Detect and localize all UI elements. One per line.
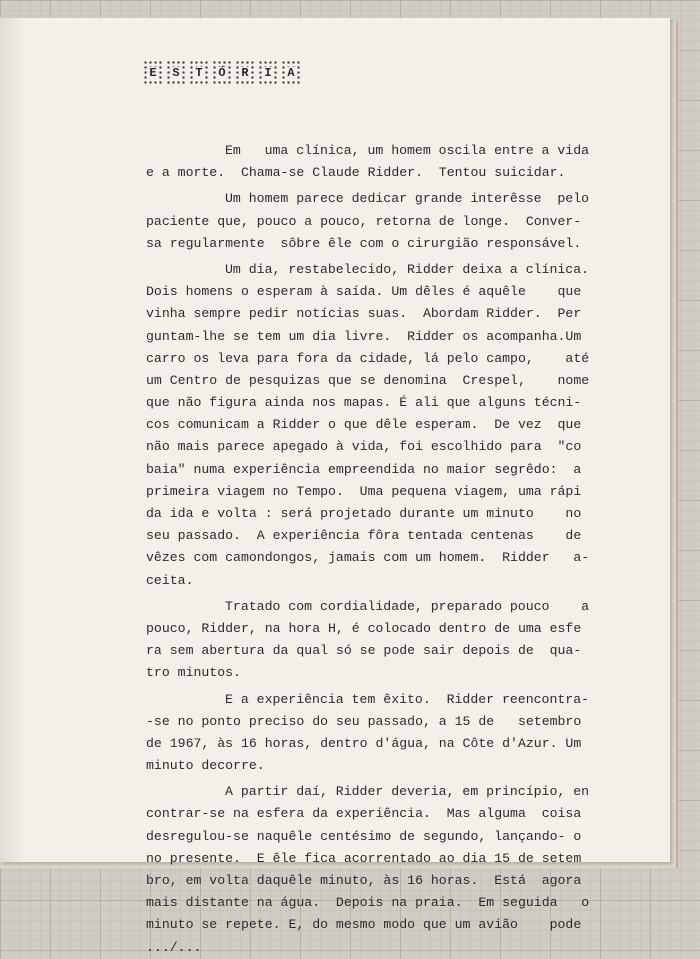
text-line: um Centro de pesquizas que se denomina Crespel, nome <box>146 372 590 388</box>
heading-letter-text: E <box>149 66 157 80</box>
text-line: contrar-se na esfera da experiência. Mas alguma coisa <box>146 806 582 822</box>
text-line: -se no ponto preciso do seu passado, a 15 de setembro <box>146 713 582 729</box>
text-line: sa regularmente sôbre êle com o cirurgião responsável. <box>146 235 582 251</box>
heading-letter <box>143 60 163 86</box>
heading-letter <box>281 60 301 86</box>
text-line: baia" numa experiência empreendida no maior segrêdo: a <box>146 461 582 477</box>
text-line: de 1967, às 16 horas, dentro d'água, na Côte d'Azur. Um <box>146 735 582 751</box>
text-line: tro minutos. <box>146 665 241 681</box>
text-line: Um homem parece dedicar grande interêsse pelo <box>225 191 590 207</box>
text-line: minuto decorre. <box>146 758 265 774</box>
text-line: minuto se repete. E, do mesmo modo que um avião pode <box>146 917 582 933</box>
page-binding-shadow <box>0 18 26 862</box>
text-line: .../... <box>146 939 202 955</box>
text-line: carro os leva para fora da cidade, lá pelo campo, até <box>146 350 590 366</box>
text-line: guntam-lhe se tem um dia livre. Ridder os acompanha.Um <box>146 328 582 344</box>
heading-letter <box>189 60 209 86</box>
text-line: e a morte. Chama-se Claude Ridder. Tentou suicidar. <box>146 165 566 181</box>
heading-letter-text: T <box>195 66 203 80</box>
text-line: Um dia, restabelecido, Ridder deixa a clínica. <box>225 261 590 277</box>
text-line: ceita. <box>146 572 194 588</box>
heading-letter-text: S <box>172 66 180 80</box>
heading-letter <box>212 60 232 86</box>
text-line: no presente. E êle fica acorrentado ao dia 15 de setem <box>146 850 582 866</box>
heading-letter-text: R <box>241 66 249 80</box>
text-line: Em uma clínica, um homem oscila entre a vida <box>225 143 590 158</box>
heading-letter-text: I <box>264 66 272 80</box>
text-line: da ida e volta : será projetado durante um minuto no <box>146 506 582 521</box>
heading-letter-text: Ó <box>218 66 226 80</box>
text-line: que não figura ainda nos mapas. É ali que alguns técni- <box>146 395 582 411</box>
text-line: Tratado com cordialidade, preparado pouco a <box>225 598 590 614</box>
heading-letter <box>166 60 186 86</box>
text-line: Dois homens o esperam à saída. Um dêles é aquêle que <box>146 284 582 300</box>
text-line: ra sem abertura da qual só se pode sair depois de qua- <box>146 643 582 659</box>
text-line: seu passado. A experiência fôra tentada centenas de <box>146 528 582 544</box>
text-line: A partir daí, Ridder deveria, em princípio, en <box>225 784 590 800</box>
text-line: primeira viagem no Tempo. Uma pequena viagem, uma rápi <box>146 483 582 499</box>
heading-letter <box>258 60 278 86</box>
text-line: paciente que, pouco a pouco, retorna de longe. Conver- <box>146 213 582 229</box>
text-line: pouco, Ridder, na hora H, é colocado dentro de uma esfe <box>146 620 582 636</box>
text-line: vinha sempre pedir notícias suas. Abordam Ridder. Per <box>146 306 582 322</box>
text-line: cos comunicam a Ridder o que dêle esperam. De vez que <box>146 417 582 433</box>
text-line: mais distante na água. Depois na praia. Em seguida o <box>146 895 590 911</box>
text-line: não mais parece apegado à vida, foi escolhido para "co <box>146 439 582 455</box>
text-line: E a experiência tem êxito. Ridder reencontra- <box>225 691 590 707</box>
heading-letter-text: A <box>287 66 295 80</box>
text-line: vêzes com camondongos, jamais com um homem. Ridder a- <box>146 550 590 566</box>
story-heading <box>143 60 301 86</box>
text-line: bro, em volta daquêle minuto, às 16 horas. Está agora <box>146 873 582 888</box>
heading-letter <box>235 60 255 86</box>
text-line: desregulou-se naquêle centésimo de segundo, lançando- o <box>146 828 582 844</box>
story-body <box>146 140 592 959</box>
